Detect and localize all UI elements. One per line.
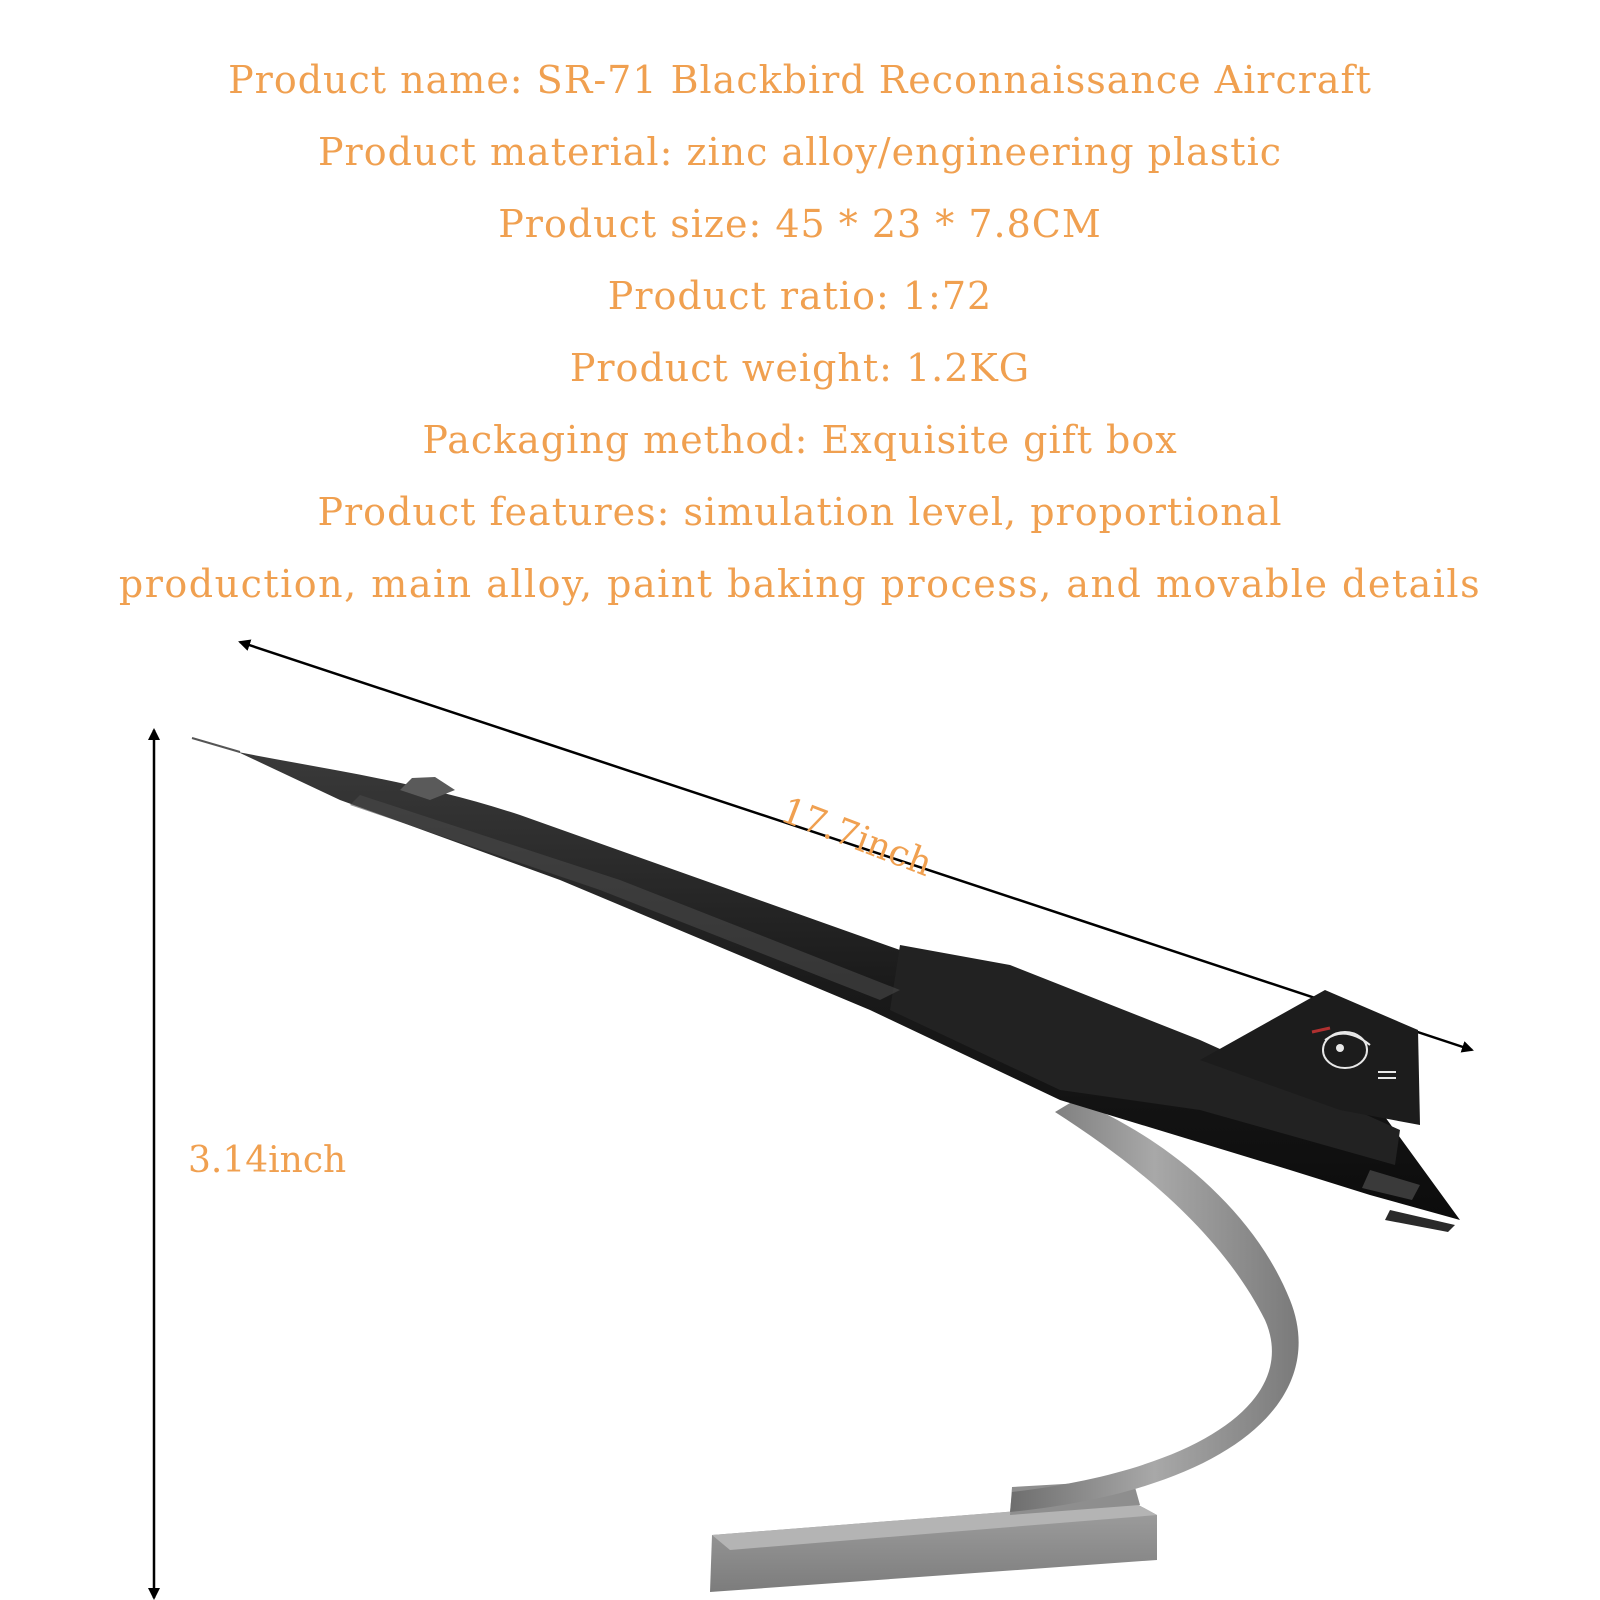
spec-packaging-method: Packaging method: Exquisite gift box <box>422 418 1178 462</box>
spec-product-name: Product name: SR-71 Blackbird Reconnaissance Aircraft <box>228 58 1372 102</box>
length-dimension-label: 17.7inch <box>775 790 938 885</box>
spec-product-features-line-1: Product features: simulation level, proportional <box>317 490 1283 534</box>
spec-product-ratio: Product ratio: 1:72 <box>607 274 993 318</box>
spec-product-size: Product size: 45 * 23 * 7.8CM <box>498 202 1102 246</box>
display-stand-icon <box>710 1100 1299 1592</box>
spec-product-weight: Product weight: 1.2KG <box>569 346 1031 390</box>
spec-product-material: Product material: zinc alloy/engineering plastic <box>317 130 1283 174</box>
spec-product-features-line-2: production, main alloy, paint baking process, and movable details <box>118 562 1482 606</box>
height-dimension-label: 3.14inch <box>188 1140 347 1181</box>
